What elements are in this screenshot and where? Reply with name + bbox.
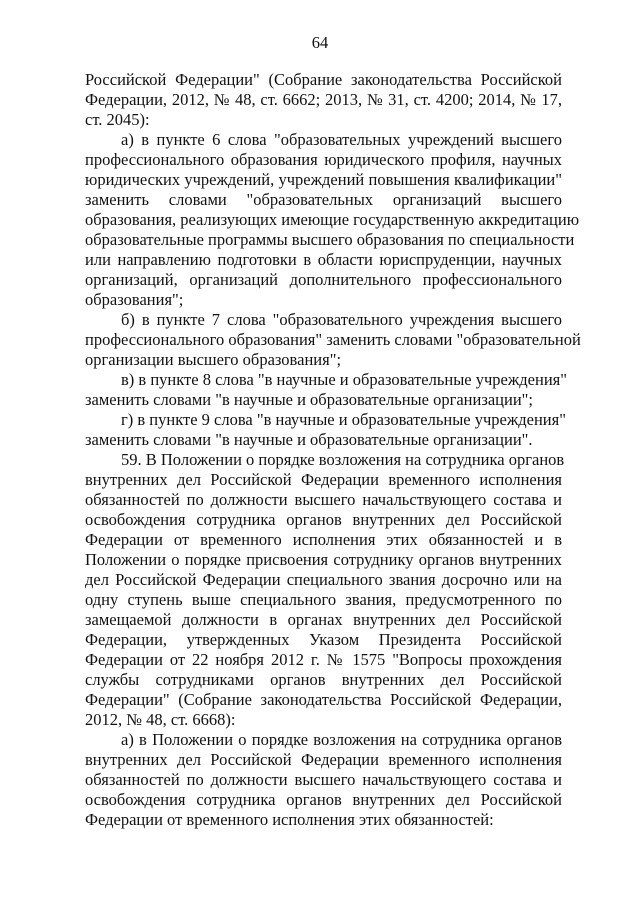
- text-line: Федерации от 22 ноября 2012 г. № 1575 "Вопросы прохождения: [85, 650, 562, 669]
- text-line: 2012, № 48, ст. 6668):: [85, 710, 236, 729]
- text-line: заменить словами "образовательных организаций высшего: [85, 190, 562, 209]
- text-line: Федерации от временного исполнения этих обязанностей:: [85, 810, 494, 829]
- text-line: в) в пункте 8 слова "в научные и образовательные учреждения": [121, 370, 567, 389]
- text-line: Федерации, утвержденных Указом Президента Российской: [85, 630, 562, 649]
- text-line: обязанностей по должности высшего начальствующего состава и: [85, 770, 562, 789]
- text-line: Положении о порядке присвоения сотруднику органов внутренних: [85, 550, 562, 569]
- text-line: заменить словами "в научные и образовательные организации".: [85, 430, 533, 449]
- document-body: [85, 70, 581, 830]
- text-line: Федерации" (Собрание законодательства Российской Федерации,: [85, 690, 562, 709]
- text-line: Российской Федерации" (Собрание законодательства Российской: [85, 70, 562, 89]
- text-line: образования";: [85, 290, 184, 309]
- text-line: дел Российской Федерации специального звания досрочно или на: [85, 570, 562, 589]
- text-line: Федерации от временного исполнения этих обязанностей и в: [85, 530, 562, 549]
- text-line: образовательные программы высшего образования по специальности: [85, 230, 575, 249]
- text-line: а) в Положении о порядке возложения на сотрудника органов: [121, 730, 562, 749]
- text-line: юридических учреждений, учреждений повышения квалификации": [85, 170, 562, 189]
- text-line: одну ступень выше специального звания, предусмотренного по: [85, 590, 562, 609]
- text-line: обязанностей по должности высшего начальствующего состава и: [85, 490, 562, 509]
- text-line: замещаемой должности в органах внутренних дел Российской: [85, 610, 562, 629]
- page-number: 64: [311, 33, 329, 52]
- text-line: заменить словами "в научные и образовательные организации";: [85, 390, 533, 409]
- text-line: освобождения сотрудника органов внутренних дел Российской: [85, 790, 562, 809]
- text-line: внутренних дел Российской Федерации временного исполнения: [85, 750, 562, 769]
- text-line: внутренних дел Российской Федерации временного исполнения: [85, 470, 562, 489]
- text-line: а) в пункте 6 слова "образовательных учреждений высшего: [121, 130, 562, 149]
- text-line: организаций, организаций дополнительного профессионального: [85, 270, 562, 289]
- text-line: г) в пункте 9 слова "в научные и образовательные учреждения": [121, 410, 566, 429]
- text-line: службы сотрудниками органов внутренних дел Российской: [85, 670, 562, 689]
- text-line: образования, реализующих имеющие государственную аккредитацию: [85, 210, 580, 229]
- text-line: б) в пункте 7 слова "образовательного учреждения высшего: [121, 310, 562, 329]
- text-line: ст. 2045):: [85, 110, 150, 129]
- text-line: организации высшего образования";: [85, 350, 342, 369]
- text-line: или направлению подготовки в области юриспруденции, научных: [85, 250, 562, 269]
- text-line: профессионального образования" заменить словами "образовательной: [85, 330, 581, 349]
- text-line: профессионального образования юридического профиля, научных: [85, 150, 562, 169]
- text-line: Федерации, 2012, № 48, ст. 6662; 2013, № 31, ст. 4200; 2014, № 17,: [85, 90, 562, 109]
- text-line: освобождения сотрудника органов внутренних дел Российской: [85, 510, 562, 529]
- text-line: 59. В Положении о порядке возложения на сотрудника органов: [121, 450, 565, 469]
